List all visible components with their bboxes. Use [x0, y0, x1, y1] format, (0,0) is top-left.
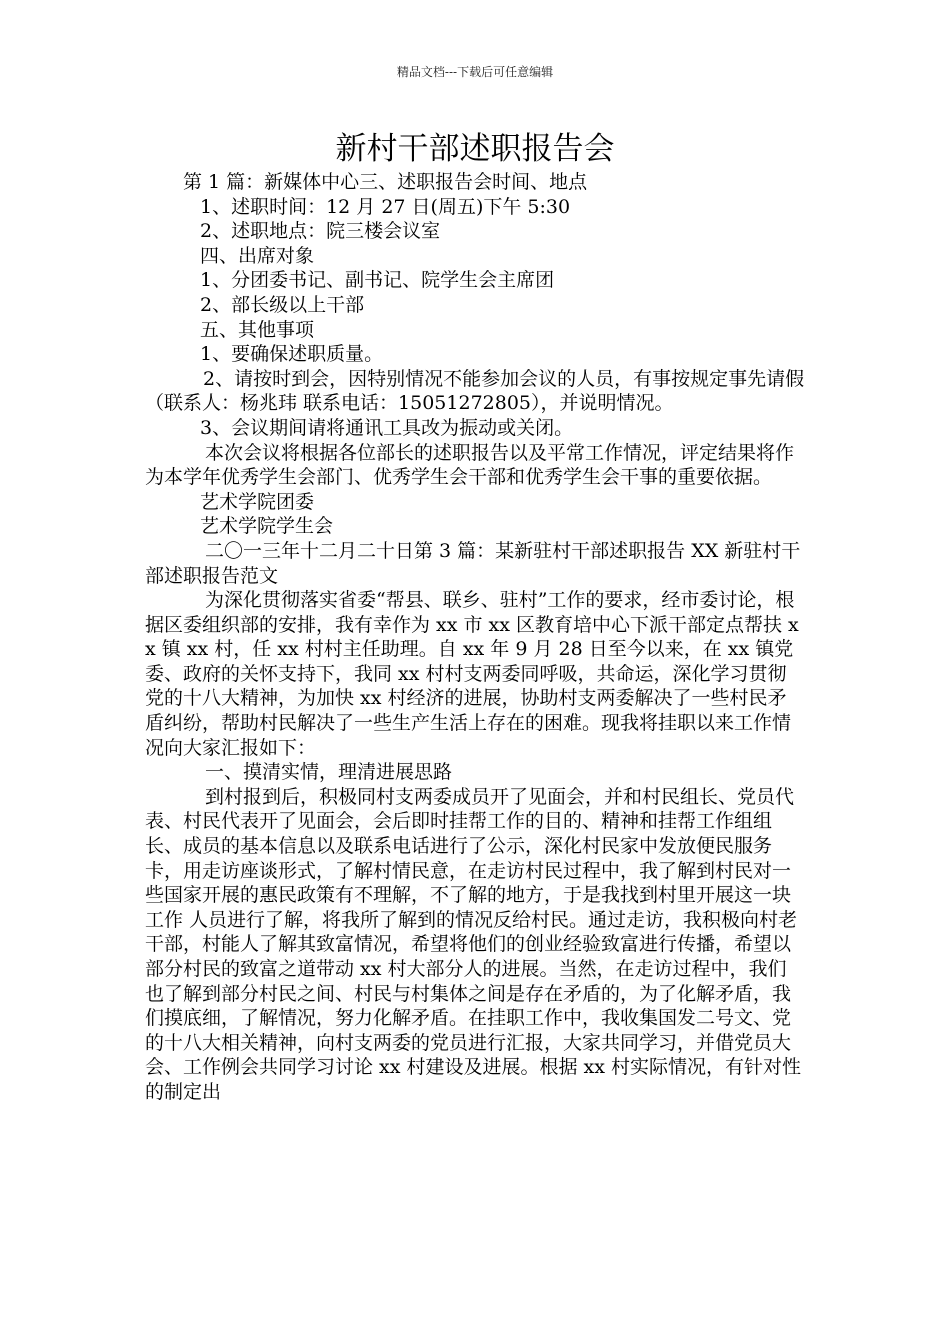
paragraph-date-and-section: 二〇一三年十二月二十日第 3 篇：某新驻村干部述职报告 XX 新驻村干部述职报告范文: [145, 539, 801, 587]
page-header: 精品文档---下载后可任意编辑: [396, 65, 554, 79]
paragraph-attendees-2: 2、部长级以上干部: [200, 293, 365, 316]
paragraph-meeting-note: 本次会议将根据各位部长的述职报告以及平常工作情况，评定结果将作为本学年优秀学生会部门、优秀学生会干部和优秀学生会干事的重要依据。: [145, 441, 795, 489]
paragraph-time: 1、述职时间：12 月 27 日(周五)下午 5:30: [200, 195, 571, 218]
paragraph-intro: 为深化贯彻落实省委“帮县、联乡、驻村”工作的要求，经市委讨论，根据区委组织部的安排，我有幸作为 xx 市 xx 区教育培中心下派干部定点帮扶 xx 镇 xx 村，任 xx 村村主任助理。自 xx 年 9 月 28 日至今以来，在 xx 镇党委、政府的关怀支持下，我同 xx 村村支两委同呼吸，共命运，深化学习贯彻党的十八大精神，为加快 xx 村经济的进展，协助村支两委解决了一些村民矛盾纠纷，帮助村民解决了一些生产生活上存在的困难。现我将挂职以来工作情况向大家汇报如下：: [145, 589, 799, 759]
paragraph-signature-2: 艺术学院学生会: [200, 515, 334, 538]
paragraph-other-2: 2、请按时到会，因特别情况不能参加会议的人员，有事按规定事先请假（联系人：杨兆玮 联系电话：15051272805），并说明情况。: [145, 367, 805, 415]
paragraph-section-heading: 第 1 篇：新媒体中心三、述职报告会时间、地点: [183, 171, 588, 193]
paragraph-subheading-1: 一、摸清实情，理清进展思路: [205, 761, 453, 784]
paragraph-body-1: 到村报到后，积极同村支两委成员开了见面会，并和村民组长、党员代表、村民代表开了见面会，会后即时挂帮工作的目的、精神和挂帮工作组组长、成员的基本信息以及联系电话进行了公示，深化村民家中发放便民服务卡，用走访座谈形式，了解村情民意，在走访村民过程中，我了解到村民对一些国家开展的惠民政策有不理解，不了解的地方，于是我找到村里开展这一块工作 人员进行了解，将我所了解到的情况反给村民。通过走访，我积极向村老干部，村能人了解其致富情况，希望将他们的创业经验致富进行传播，希望以部分村民的致富之道带动 xx 村大部分人的进展。当然，在走访过程中，我们也了解到部分村民之间、村民与村集体之间是存在矛盾的，为了化解矛盾，我们摸底细，了解情况，努力化解矛盾。在挂职工作中，我收集国发二号文、党的十八大相关精神，向村支两委的党员进行汇报，大家共同学习，并借党员大会、工作例会共同学习讨论 xx 村建设及进展。根据 xx 村实际情况，有针对性的制定出: [145, 785, 802, 1103]
document-body: [145, 170, 805, 1105]
document-title: 新村干部述职报告会: [335, 131, 615, 167]
paragraph-attendees-1: 1、分团委书记、副书记、院学生会主席团: [200, 269, 555, 292]
paragraph-other-1: 1、要确保述职质量。: [200, 343, 384, 366]
paragraph-other-heading: 五、其他事项: [200, 318, 315, 341]
paragraph-other-3: 3、会议期间请将通讯工具改为振动或关闭。: [200, 416, 574, 439]
paragraph-attendees-heading: 四、出席对象: [200, 244, 315, 267]
paragraph-location: 2、述职地点：院三楼会议室: [200, 220, 441, 243]
paragraph-signature-1: 艺术学院团委: [200, 490, 315, 513]
